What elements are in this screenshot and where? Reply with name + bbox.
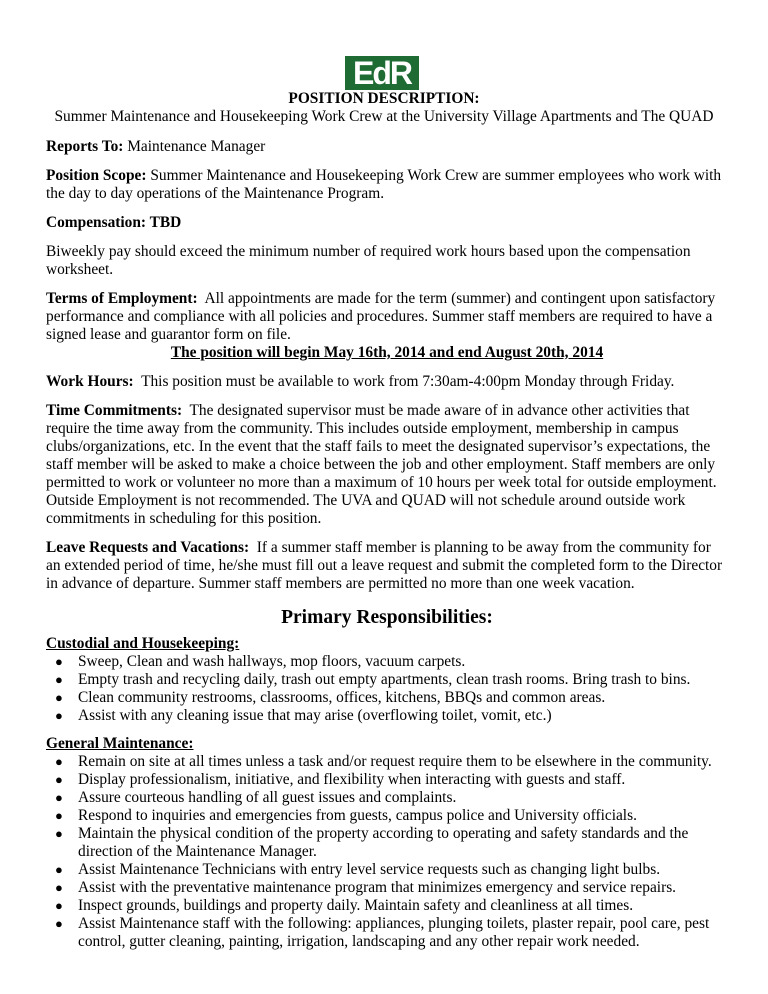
time-commitments-label: Time Commitments: — [46, 402, 183, 419]
list-item: ● Inspect grounds, buildings and property daily. Maintain safety and cleanliness at all times. — [55, 897, 634, 914]
document-header — [0, 90, 768, 126]
document-body — [46, 138, 728, 961]
leave-label: Leave Requests and Vacations: — [46, 539, 250, 556]
list-item: ● Assist with the preventative maintenance program that minimizes emergency and service repairs. — [55, 879, 677, 896]
list-item: ● Assist Maintenance staff with the following: appliances, plunging toilets, plaster repair, pool care, pest control, gutter cleaning, painting, irrigation, landscaping and any other repair work needed. — [55, 915, 710, 950]
position-scope-value: Summer Maintenance and Housekeeping Work Crew are summer employees who work with the day to day operations of the Maintenance Program. — [46, 167, 722, 202]
time-commitments-paragraph — [46, 402, 728, 528]
terms-label: Terms of Employment: — [46, 290, 198, 307]
bullet-icon: ● — [55, 654, 63, 669]
bullet-icon: ● — [55, 772, 63, 787]
reports-to-paragraph — [46, 138, 728, 156]
list-item: ● Respond to inquiries and emergencies from guests, campus police and University officials. — [55, 807, 637, 824]
list-item: ● Assist Maintenance Technicians with entry level service requests such as changing light bulbs. — [55, 861, 661, 878]
time-commitments-value: The designated supervisor must be made aware of in advance other activities that require the time away from the community. This includes outside employment, membership in campus clubs/organizations, etc. In the event that the staff fails to meet the designated supervisor’s expectations, the staff member will be asked to make a choice between the job and other employment. Staff members are only permitted to work or volunteer no more than a maximum of 10 hours per week total for outside employment. Outside Employment is not recommended. The UVA and QUAD will not schedule around outside work commitments in scheduling for this position. — [46, 402, 717, 527]
terms-paragraph — [46, 290, 728, 344]
bullet-icon: ● — [55, 898, 63, 913]
bullet-icon: ● — [55, 672, 63, 687]
list-item: ● Maintain the physical condition of the property according to operating and safety standards and the direction of the Maintenance Manager. — [55, 825, 689, 860]
reports-to-label: Reports To: — [46, 138, 124, 155]
edr-logo: EdR — [345, 56, 419, 90]
custodial-list — [46, 653, 728, 725]
list-item: ● Sweep, Clean and wash hallways, mop floors, vacuum carpets. — [55, 653, 466, 670]
list-item: ● Display professionalism, initiative, and flexibility when interacting with guests and staff. — [55, 771, 626, 788]
list-item: ● Empty trash and recycling daily, trash out empty apartments, clean trash rooms. Bring trash to bins. — [55, 671, 691, 688]
work-hours-label: Work Hours: — [46, 373, 134, 390]
compensation-label: Compensation: TBD — [46, 214, 182, 231]
bullet-icon: ● — [55, 690, 63, 705]
bullet-icon: ● — [55, 862, 63, 877]
list-item: ● Remain on site at all times unless a task and/or request require them to be elsewhere in the community. — [55, 753, 712, 770]
bullet-icon: ● — [55, 916, 63, 931]
position-subtitle: Summer Maintenance and Housekeeping Work Crew at the University Village Apartments and The QUAD — [54, 108, 714, 125]
bullet-icon: ● — [55, 808, 63, 823]
general-maintenance-heading: General Maintenance: — [46, 735, 194, 752]
reports-to-value: Maintenance Manager — [127, 138, 266, 155]
bullet-icon: ● — [55, 790, 63, 805]
bullet-icon: ● — [55, 880, 63, 895]
position-description-title: POSITION DESCRIPTION: — [288, 90, 480, 107]
general-maintenance-list — [46, 753, 728, 951]
bullet-icon: ● — [55, 826, 63, 841]
leave-value: If a summer staff member is planning to be away from the community for an extended period of time, he/she must fill out a leave request and submit the completed form to the Director in advance of departure. Summer staff members are permitted no more than one week vacation. — [46, 539, 723, 592]
position-scope-paragraph — [46, 167, 728, 203]
work-hours-paragraph — [46, 373, 728, 391]
compensation-paragraph — [46, 214, 728, 232]
list-item: ● Assist with any cleaning issue that may arise (overflowing toilet, vomit, etc.) — [55, 707, 552, 724]
list-item: ● Clean community restrooms, classrooms, offices, kitchens, BBQs and common areas. — [55, 689, 606, 706]
employment-dates: The position will begin May 16th, 2014 and end August 20th, 2014 — [170, 344, 604, 361]
bullet-icon: ● — [55, 708, 63, 723]
list-item: ● Assure courteous handling of all guest issues and complaints. — [55, 789, 457, 806]
primary-responsibilities-heading: Primary Responsibilities: — [281, 607, 493, 628]
work-hours-value: This position must be available to work from 7:30am-4:00pm Monday through Friday. — [141, 373, 675, 390]
custodial-heading: Custodial and Housekeeping: — [46, 635, 240, 652]
biweekly-paragraph: Biweekly pay should exceed the minimum number of required work hours based upon the compensation worksheet. — [46, 243, 691, 278]
bullet-icon: ● — [55, 754, 63, 769]
leave-paragraph — [46, 539, 728, 593]
terms-value: All appointments are made for the term (summer) and contingent upon satisfactory performance and compliance with all policies and procedures. Summer staff members are required to have a signed lease and guarantor form on file. — [46, 290, 716, 343]
position-scope-label: Position Scope: — [46, 167, 147, 184]
